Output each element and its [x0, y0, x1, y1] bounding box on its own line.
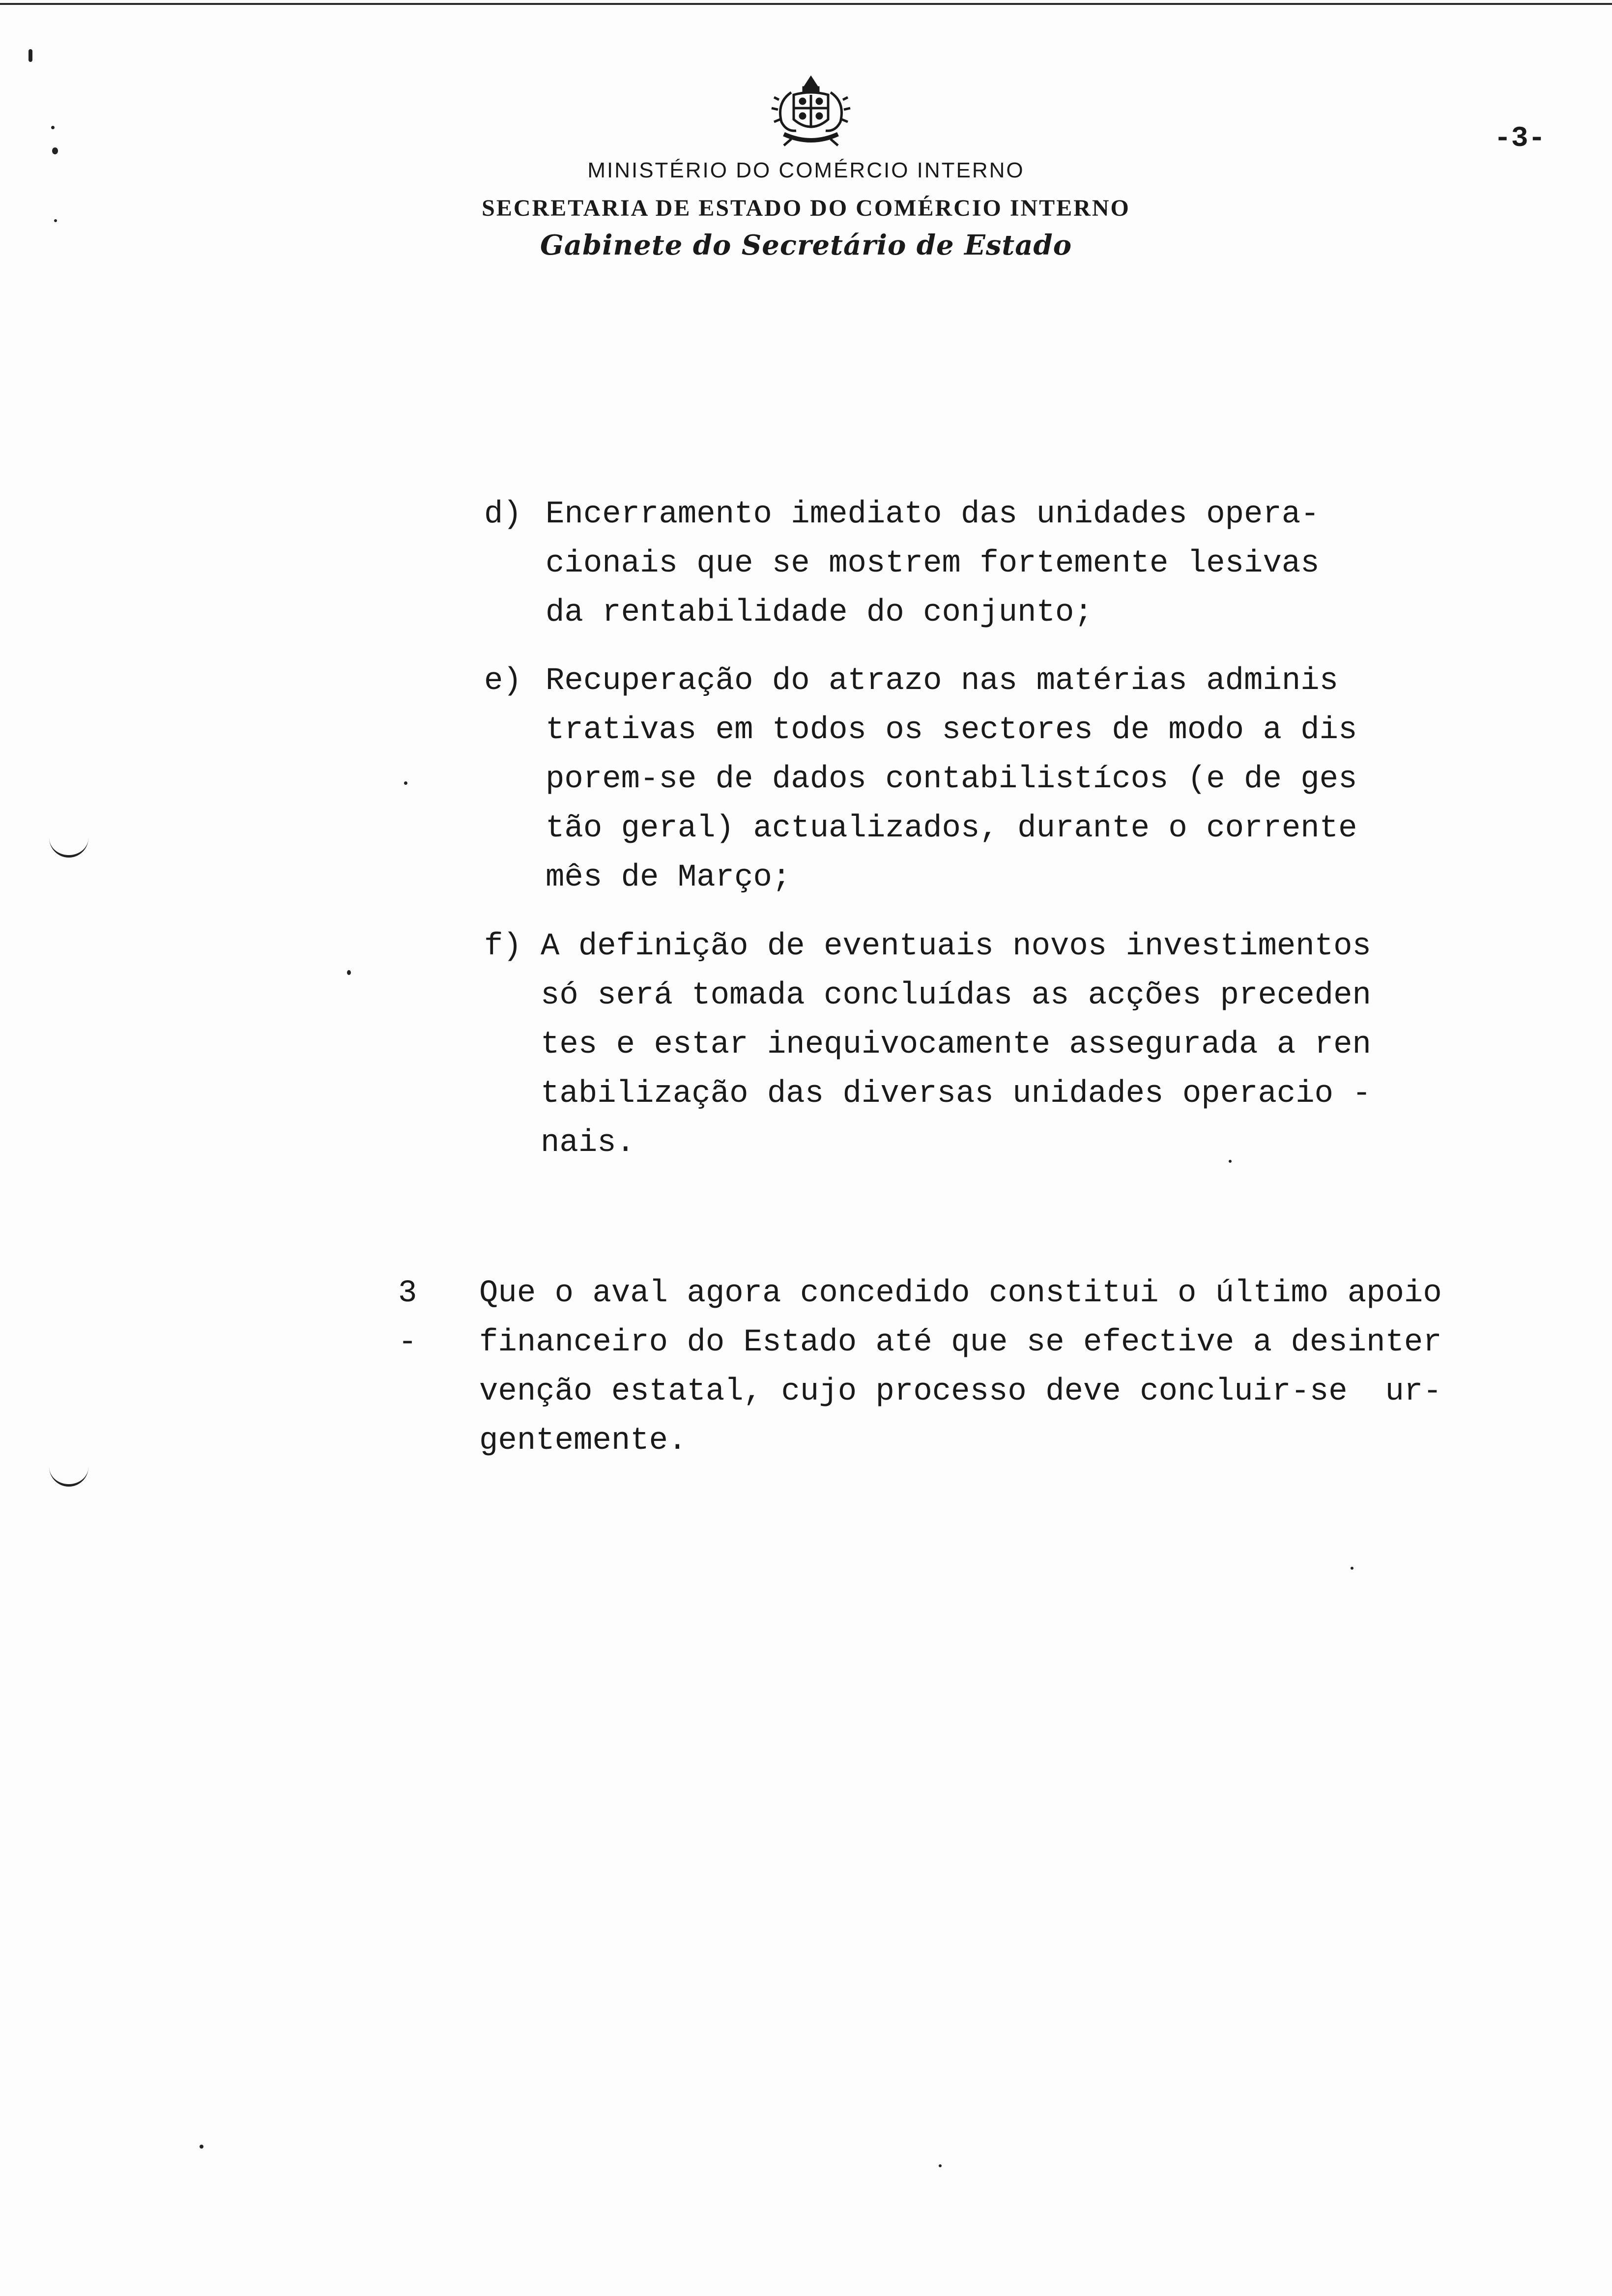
scan-speck	[200, 2145, 203, 2149]
gabinete-heading: Gabinete do Secretário de Estado	[540, 229, 1072, 261]
text-line: Que o aval agora concedido constitui o último apoio	[479, 1276, 1442, 1311]
scan-speck	[51, 126, 55, 129]
item-text	[546, 490, 1320, 637]
text-line: Encerramento imediato das unidades opera-	[546, 497, 1320, 532]
text-line: venção estatal, cujo processo deve concluir-se ur-	[479, 1374, 1442, 1409]
text-line: porem-se de dados contabilistícos (e de ges	[546, 762, 1357, 797]
secretaria-heading: SECRETARIA DE ESTADO DO COMÉRCIO INTERNO	[482, 195, 1130, 221]
scan-speck	[404, 781, 407, 785]
item-text	[479, 1269, 1442, 1465]
item-marker: e)	[484, 663, 522, 699]
ministry-heading: MINISTÉRIO DO COMÉRCIO INTERNO	[587, 158, 1025, 182]
item-text	[541, 922, 1371, 1168]
text-line: mês de Março;	[546, 860, 791, 895]
scan-curve-mark	[49, 835, 88, 858]
scan-speck	[347, 970, 351, 975]
text-line: só será tomada concluídas as acções preceden	[541, 978, 1371, 1013]
text-line: tes e estar inequivocamente assegurada a ren	[541, 1027, 1371, 1062]
scan-speck	[52, 147, 58, 154]
scan-speck	[54, 219, 57, 222]
text-line: financeiro do Estado até que se efective a desinter	[479, 1325, 1442, 1360]
item-marker: 3 -	[398, 1276, 417, 1360]
text-line: A definição de eventuais novos investimentos	[541, 929, 1371, 964]
item-marker: d)	[484, 497, 522, 532]
text-line: tão geral) actualizados, durante o corrente	[546, 811, 1357, 846]
item-marker: f)	[484, 929, 522, 964]
scan-curve-mark	[49, 1464, 88, 1487]
item-text	[546, 657, 1357, 902]
scan-speck	[1351, 1567, 1353, 1570]
page-number: -3-	[1494, 123, 1546, 155]
text-line: da rentabilidade do conjunto;	[546, 595, 1093, 631]
text-line: tabilização das diversas unidades operacio -	[541, 1076, 1371, 1112]
scan-speck	[939, 2164, 942, 2167]
scan-speck	[1229, 1160, 1232, 1163]
text-line: nais.	[541, 1125, 635, 1161]
coat-of-arms-icon	[764, 73, 858, 151]
text-line: gentemente.	[479, 1423, 687, 1459]
text-line: trativas em todos os sectores de modo a dis	[546, 713, 1357, 748]
scan-speck	[29, 49, 32, 62]
text-line: Recuperação do atrazo nas matérias adminis	[546, 663, 1339, 699]
text-line: cionais que se mostrem fortemente lesivas	[546, 546, 1320, 581]
page-top-border	[0, 3, 1612, 5]
